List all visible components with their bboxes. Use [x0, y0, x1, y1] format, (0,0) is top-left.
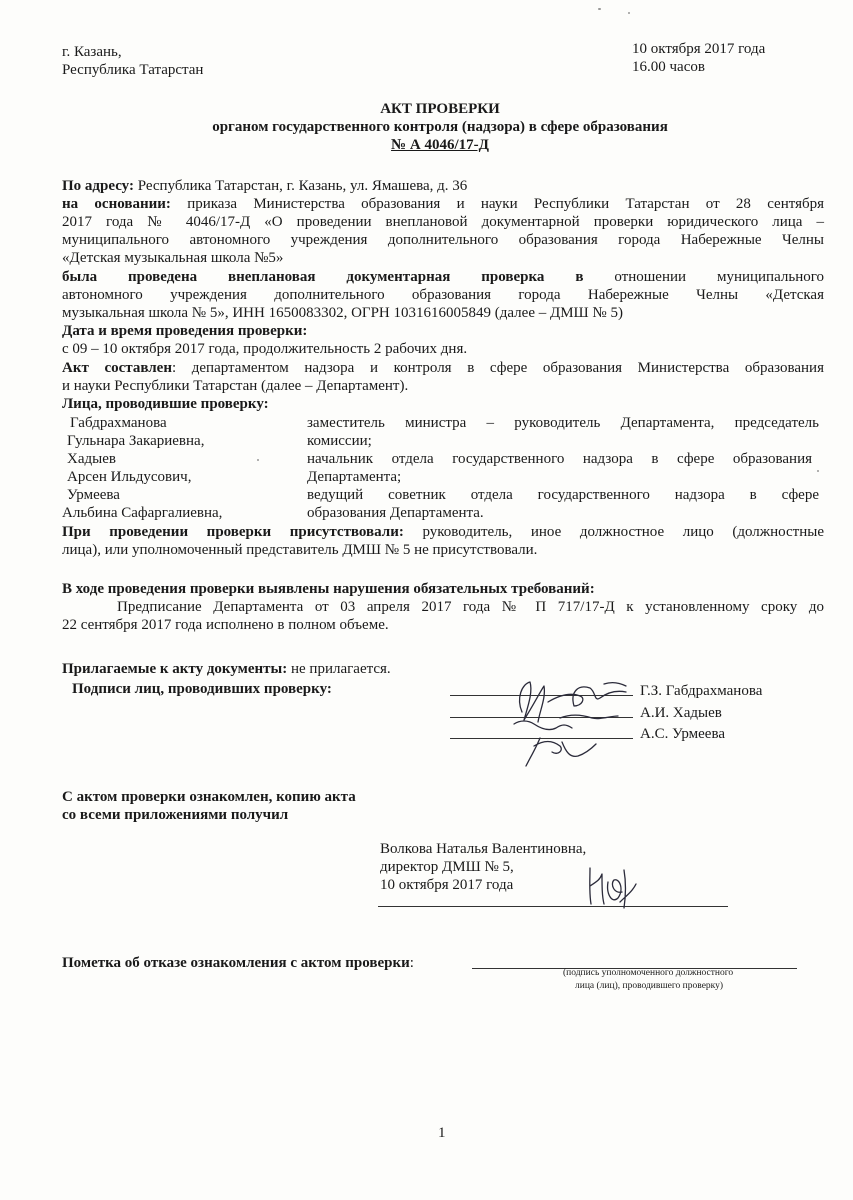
inspector-role: Департамента;	[307, 469, 402, 485]
inspector-name: Арсен Ильдусович,	[67, 469, 192, 485]
inspector-name: Гульнара Закариевна,	[67, 433, 205, 449]
attached-value: не прилагается.	[291, 661, 391, 677]
inspector-role: начальник отдела государственного надзора в сфере образования	[307, 451, 812, 467]
title-number: № А 4046/17-Д	[391, 137, 489, 153]
violations-line2: 22 сентября 2017 года исполнено в полном объеме.	[62, 617, 389, 633]
signatures-label: Подписи лиц, проводивших проверку:	[72, 681, 332, 697]
basis-line4: «Детская музыкальная школа №5»	[62, 250, 284, 266]
title-line2: органом государственного контроля (надзора) в сфере образования	[212, 119, 668, 135]
basis-label: на основании:	[62, 196, 171, 212]
page-number: 1	[438, 1125, 446, 1141]
present-line1	[62, 523, 824, 541]
basis-text1: приказа Министерства образования и науки Республики Татарстан от 28 сентября	[187, 196, 825, 212]
inspection-line1	[62, 268, 824, 286]
basis-line3: муниципального автономного учреждения дополнительного образования города Набережные Челны	[62, 232, 824, 248]
director-date: 10 октября 2017 года	[380, 877, 514, 893]
refusal-colon: :	[409, 955, 414, 971]
signatory-name: А.И. Хадыев	[640, 705, 722, 721]
inspector-role: заместитель министра – руководитель Департамента, председатель	[307, 415, 819, 431]
inspector-role: ведущий советник отдела государственного надзора в сфере	[307, 487, 819, 503]
present-line2: лица), или уполномоченный представитель ДМШ № 5 не присутствовали.	[62, 542, 538, 558]
scan-speck	[598, 8, 601, 10]
scan-speck	[628, 12, 630, 14]
composed-label: Акт составлен	[62, 360, 172, 376]
basis-line2: 2017 года № 4046/17-Д «О проведении внеплановой документарной проверки юридического лица –	[62, 214, 824, 230]
present-label: При проведении проверки присутствовали:	[62, 524, 404, 540]
acquainted-line2: со всеми приложениями получил	[62, 807, 289, 823]
dates-value: с 09 – 10 октября 2017 года, продолжительность 2 рабочих дня.	[62, 341, 468, 357]
header-time: 16.00 часов	[632, 59, 705, 75]
violations-line1: Предписание Департамента от 03 апреля 2017 года № П 717/17-Д к установленному сроку до	[117, 599, 824, 615]
violations-label: В ходе проведения проверки выявлены нарушения обязательных требований:	[62, 581, 595, 597]
inspector-role: образования Департамента.	[307, 505, 484, 521]
address-value: Республика Татарстан, г. Казань, ул. Ямашева, д. 36	[137, 178, 468, 194]
inspector-role: комиссии;	[307, 433, 372, 449]
inspectors-label: Лица, проводившие проверку:	[62, 396, 269, 412]
inspector-name: Хадыев	[67, 451, 116, 467]
header-region: Республика Татарстан	[62, 62, 204, 78]
signatory-name: А.С. Урмеева	[640, 726, 726, 742]
refusal-caption-line1: (подпись уполномоченного должностного	[563, 968, 734, 978]
attached-row	[62, 660, 391, 678]
header-city: г. Казань,	[62, 44, 122, 60]
inspection-line2: автономного учреждения дополнительного образования города Набережные Челны «Детская	[62, 287, 824, 303]
refusal-caption-line2: лица (лиц), проводившего проверку)	[575, 981, 724, 991]
director-name: Волкова Наталья Валентиновна,	[380, 841, 587, 857]
scan-speck	[817, 470, 819, 472]
composed-text1: : департаментом надзора и контроля в сфере образования Министерства образования	[171, 360, 824, 376]
composed-line1	[62, 359, 824, 377]
director-position: директор ДМШ № 5,	[380, 859, 514, 875]
signatory-name: Г.З. Габдрахманова	[640, 683, 763, 699]
inspection-line3: музыкальная школа № 5», ИНН 1650083302, ОГРН 1031616005849 (далее – ДМШ № 5)	[62, 305, 623, 321]
inspection-label: была проведена внеплановая документарная проверка в	[62, 269, 584, 285]
director-handwritten-signature	[580, 860, 640, 914]
attached-label: Прилагаемые к акту документы:	[62, 661, 288, 677]
address-row	[62, 177, 467, 195]
address-label: По адресу:	[62, 178, 134, 194]
scan-speck	[257, 459, 259, 461]
acquainted-line1: С актом проверки ознакомлен, копию акта	[62, 789, 356, 805]
title-line1: АКТ ПРОВЕРКИ	[380, 101, 500, 117]
inspector-name: Альбина Сафаргалиевна,	[62, 505, 223, 521]
present-text1: руководитель, иное должностное лицо (должностные	[422, 524, 825, 540]
refusal-label: Пометка об отказе ознакомления с актом проверки	[62, 955, 410, 971]
director-signature-line	[378, 906, 728, 907]
dates-label: Дата и время проведения проверки:	[62, 323, 308, 339]
refusal-row	[62, 954, 414, 972]
inspection-text1: отношении муниципального	[614, 269, 825, 285]
inspectors-handwritten-signatures	[500, 662, 640, 774]
inspector-name: Габдрахманова	[70, 415, 167, 431]
basis-line1	[62, 195, 824, 213]
header-date: 10 октября 2017 года	[632, 41, 766, 57]
composed-line2: и науки Республики Татарстан (далее – Департамент).	[62, 378, 409, 394]
inspector-name: Урмеева	[67, 487, 120, 503]
